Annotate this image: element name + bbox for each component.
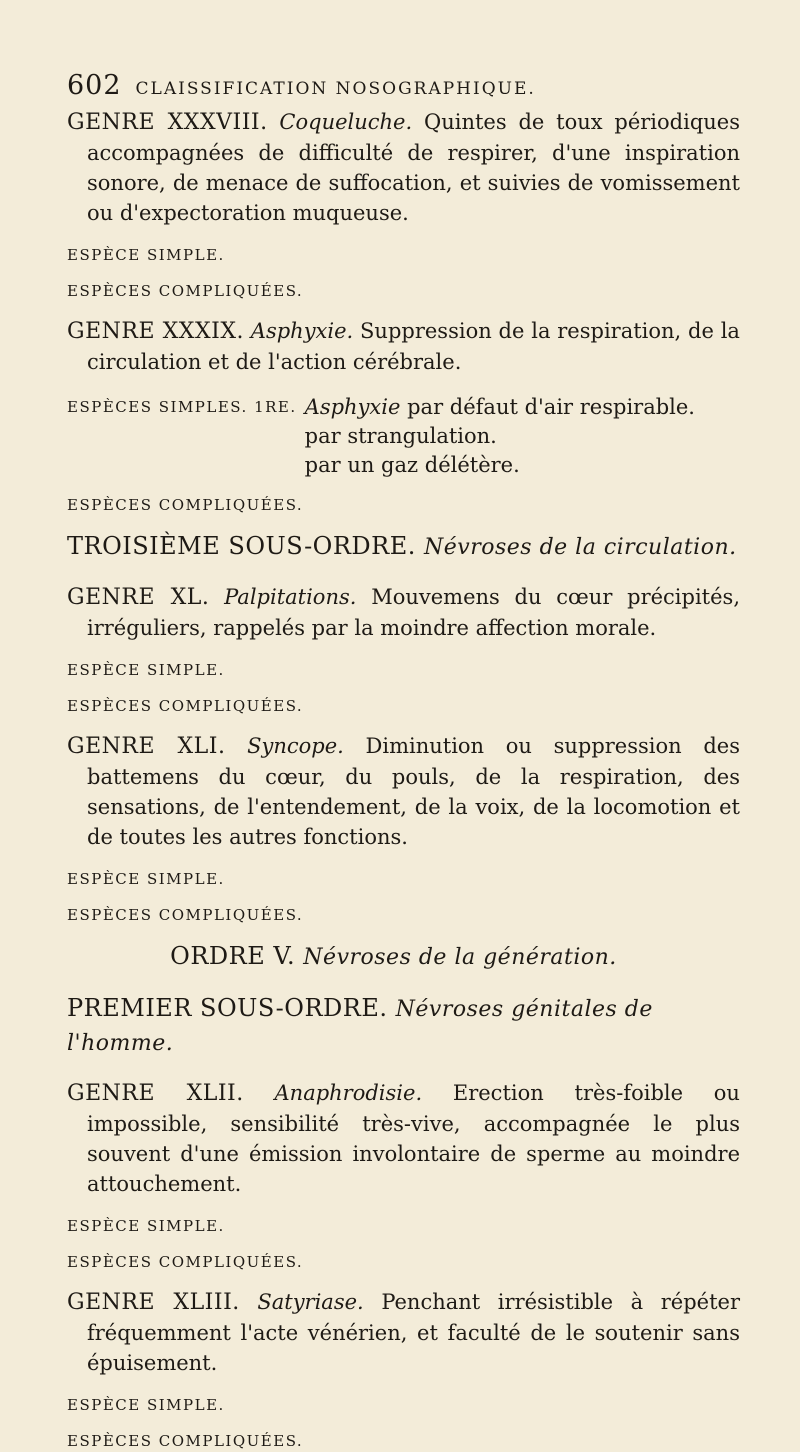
genre-entry bbox=[67, 731, 740, 852]
page-number: 602 bbox=[67, 70, 122, 101]
species-item bbox=[305, 422, 740, 451]
species-ordinal: 1RE. bbox=[254, 398, 297, 416]
species-heading: ESPÈCE SIMPLE. bbox=[67, 870, 225, 888]
genre-name: Coqueluche. bbox=[279, 110, 413, 134]
species-heading: ESPÈCE SIMPLE. bbox=[67, 246, 225, 264]
species-items bbox=[305, 393, 740, 480]
order-subtitle: Névroses de la génération. bbox=[303, 945, 617, 970]
species-heading: ESPÈCE SIMPLE. bbox=[67, 661, 225, 679]
genre-name: Syncope. bbox=[247, 734, 344, 758]
genre-description: Mouvemens du cœur précipités, irréguliers, rappelés par la moindre affection morale. bbox=[87, 585, 740, 640]
running-head bbox=[67, 70, 740, 101]
genre-entry bbox=[67, 107, 740, 228]
species-heading: ESPÈCES COMPLIQUÉES. bbox=[67, 1253, 304, 1271]
genre-label: GENRE XXXVIII. bbox=[67, 110, 268, 135]
species-heading: ESPÈCES COMPLIQUÉES. bbox=[67, 697, 304, 715]
species-heading: ESPÈCE SIMPLE. bbox=[67, 1396, 225, 1414]
genre-entry bbox=[67, 582, 740, 643]
species-heading: ESPÈCES COMPLIQUÉES. bbox=[67, 1432, 304, 1450]
genre-label: GENRE XLI. bbox=[67, 734, 226, 759]
species-item-text: par défaut d'air respirable. bbox=[407, 395, 695, 419]
genre-label: GENRE XL. bbox=[67, 585, 210, 610]
species-item-text: par strangulation. bbox=[304, 424, 497, 448]
genre-entry bbox=[67, 1287, 740, 1378]
order-subtitle: Névroses génitales de l'homme. bbox=[67, 997, 653, 1056]
genre-name: Asphyxie. bbox=[250, 319, 354, 343]
running-title: CLAISSIFICATION NOSOGRAPHIQUE. bbox=[135, 79, 536, 99]
species-heading: ESPÈCES COMPLIQUÉES. bbox=[67, 906, 304, 924]
species-list bbox=[67, 393, 740, 480]
genre-description: Penchant irrésistible à répéter fréquemment l'acte vénérien, et faculté de le soutenir sans épuisement. bbox=[87, 1290, 740, 1375]
species-item-name: Asphyxie bbox=[304, 395, 401, 419]
species-heading: ESPÈCES COMPLIQUÉES. bbox=[67, 496, 304, 514]
genre-name: Satyriase. bbox=[257, 1290, 364, 1314]
genre-label: GENRE XXXIX. bbox=[67, 319, 244, 344]
genre-description: Erection très-foible ou impossible, sensibilité très-vive, accompagnée le plus souvent d'une émission involontaire de sperme au moindre attouchement. bbox=[87, 1081, 740, 1196]
species-heading: ESPÈCES COMPLIQUÉES. bbox=[67, 282, 304, 300]
genre-description: Suppression de la respiration, de la circulation et de l'action cérébrale. bbox=[87, 319, 740, 374]
genre-entry bbox=[67, 316, 740, 377]
genre-entry bbox=[67, 1078, 740, 1199]
genre-description: Diminution ou suppression des battemens du cœur, du pouls, de la respiration, des sensations, de l'entendement, de la voix, de la locomotion et de toutes les autres fonctions. bbox=[87, 734, 740, 849]
genre-label: GENRE XLII. bbox=[67, 1081, 244, 1106]
genre-description: Quintes de toux périodiques accompagnées de difficulté de respirer, d'une inspiration sonore, de menace de suffocation, et suivies de vomissement ou d'expectoration muqueuse. bbox=[87, 110, 740, 225]
page-body bbox=[67, 107, 740, 1452]
order-subtitle: Névroses de la circulation. bbox=[424, 535, 737, 560]
order-heading bbox=[67, 992, 740, 1060]
species-item bbox=[305, 451, 740, 480]
species-item bbox=[305, 393, 740, 422]
order-label: PREMIER SOUS-ORDRE. bbox=[67, 994, 388, 1022]
species-list-label: ESPÈCES SIMPLES. bbox=[67, 398, 248, 416]
genre-label: GENRE XLIII. bbox=[67, 1290, 240, 1315]
genre-name: Anaphrodisie. bbox=[274, 1081, 423, 1105]
species-list-heading bbox=[67, 393, 297, 480]
order-label: TROISIÈME SOUS-ORDRE. bbox=[67, 532, 416, 560]
order-heading bbox=[67, 940, 740, 974]
order-heading bbox=[67, 530, 740, 564]
species-heading: ESPÈCE SIMPLE. bbox=[67, 1217, 225, 1235]
species-item-text: par un gaz délétère. bbox=[304, 453, 520, 477]
genre-name: Palpitations. bbox=[224, 585, 357, 609]
order-label: ORDRE V. bbox=[170, 942, 296, 970]
